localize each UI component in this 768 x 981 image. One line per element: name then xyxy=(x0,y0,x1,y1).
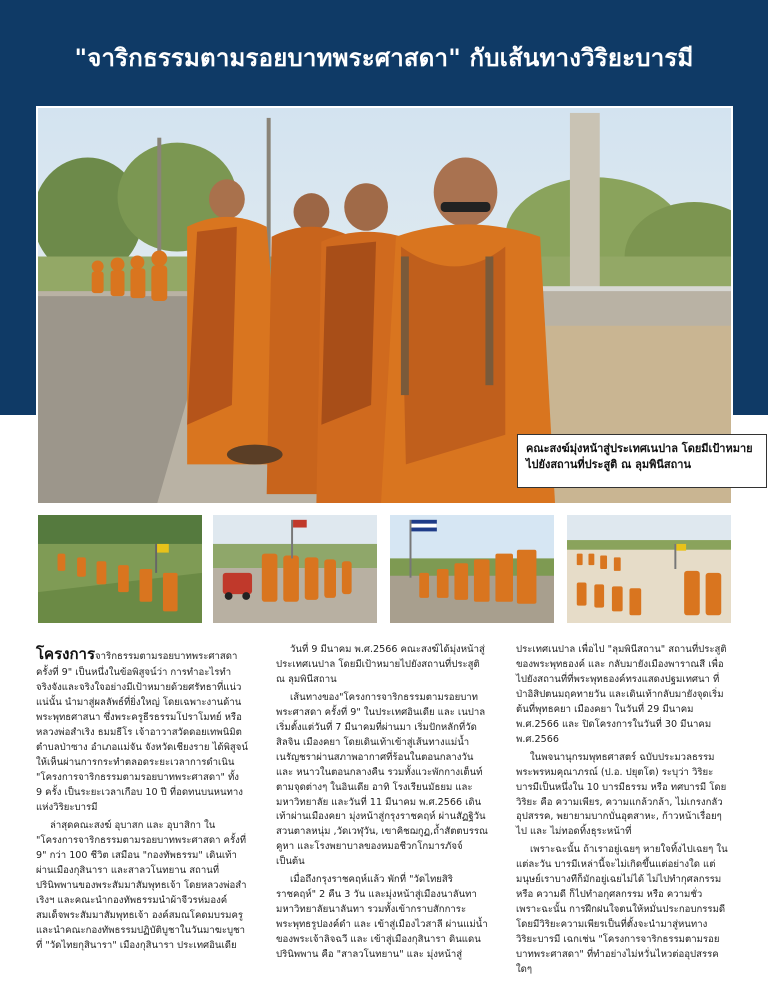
monks-flags-illustration xyxy=(390,515,554,623)
thumbnail-photo xyxy=(388,513,556,625)
article-paragraph: ในพจนานุกรมพุทธศาสตร์ ฉบับประมวลธรรมพระพรหมคุณาภรณ์ (ป.อ. ปยุตโต) ระบุว่า วิริยะบารมีเป็นหนึ่งใน 10 บารมีธรรม หรือ ทศบารมี โดยวิริยะ คือ ความเพียร, ความแกล้วกล้า, ไม่เกรงกลัวอุปสรรค, พยายามบากบั่นอุตสาหะ, ก้าวหน้าเรื่อยๆไป และ ไม่ทอดทิ้งธุระหน้าที่ xyxy=(516,751,727,838)
article-column-2 xyxy=(276,643,488,966)
caption-line: คณะสงฆ์มุ่งหน้าสู่ประเทศเนปาล โดยมีเป้าหมาย xyxy=(526,442,753,455)
article-column-1 xyxy=(36,643,248,957)
article-paragraph: เมื่อถึงกรุงราชคฤห์แล้ว พักที่ "วัดไทยสิริราชคฤห์" 2 คืน 3 วัน และมุ่งหน้าสู่เมืองนาลันทา มหาวิทยาลัยนาลันทา รวมทั้งเข้ากราบสักการะพระพุทธรูปองค์ดำ และ เข้าสู่เมืองไวสาลี ผ่านแม่น้ำของพระเจ้าลิจฉวี และ เข้าสู่เมืองกุสินารา ดินแดนปรินิพพาน คือ "สาลวโนทยาน" และ มุ่งหน้าสู่ xyxy=(276,874,488,961)
article-paragraph: เส้นทางของ"โครงการจาริกธรรมตามรอยบาทพระศาสดา ครั้งที่ 9" ในประเทศอินเดีย และ เนปาล เริ่มตั้งแต่วันที่ 7 มีนาคมที่ผ่านมา เริ่มปักหลักที่วัดสิลจิน เมืองคยา โดยเดินเท้าเข้าสู่เส้นทางแม่น้ำเนรัญชราผ่านสภาพอากาศที่ร้อนในตอนกลางวัน และ หนาวในตอนกลางคืน รวมทั้งแวะพักกางเต็นท์ตามจุดต่างๆ ในอินเดีย อาทิ โรงเรียนมัธยม และ มหาวิทยาลัย และวันที่ 11 มีนาคม พ.ศ.2566 เดินเท้าผ่านเมืองคยา มุ่งหน้าสู่กรุงราชคฤห์ ผ่านสัฏฐิวัน สวนตาลหนุ่ม ,วัดเวฬุวัน, เขาคิชฌกูฏ,ถ้ำสัตตบรรณคูหา และโรงพยาบาลของหมอชีวกโกมารภัจจ์ เป็นต้น xyxy=(276,691,488,868)
photo-caption xyxy=(517,434,767,488)
thumbnail-photo xyxy=(36,513,204,625)
article-lead-word: โครงการ xyxy=(36,645,96,663)
caption-line: ไปยังสถานที่ประสูติ ณ ลุมพินีสถาน xyxy=(526,457,692,471)
article-column-3 xyxy=(516,643,728,981)
article-paragraph xyxy=(36,643,248,816)
article-paragraph: ประเทศเนปาล เพื่อไป "ลุมพินีสถาน" สถานที่ประสูติของพระพุทธองค์ และ กลับมายังเมืองพาราณสี เพื่อไปยังสถานที่ที่พระพุทธองค์ทรงแสดงปฐมเทศนา ที่ป่าอิสิปตนมฤคทายวัน และเดินเท้ากลับมายังจุดเริ่มต้นที่พุทธคยา เมืองคยา ในวันที่ 29 มีนาคม พ.ศ.2566 และ ปิดโครงการในวันที่ 30 มีนาคม พ.ศ.2566 xyxy=(516,644,727,745)
monks-line-field-illustration xyxy=(38,515,202,623)
article-paragraph: วันที่ 9 มีนาคม พ.ศ.2566 คณะสงฆ์ได้มุ่งหน้าสู่ประเทศเนปาล โดยมีเป้าหมายไปยังสถานที่ประสูติ ณ ลุมพินีสถาน xyxy=(276,644,485,685)
monks-dusty-field-illustration xyxy=(567,515,731,623)
article-paragraph: ล่าสุดคณะสงฆ์ อุบาสก และ อุบาสิกา ใน "โครงการจาริกธรรมตามรอยบาทพระศาสดา ครั้งที่ 9" กว่า 100 ชีวิต เสมือน "กองทัพธรรม" เดินเท้าผ่านเมืองกุสินารา และสาลวโนทยาน สถานที่ปรินิพพานของพระสัมมาสัมพุทธเจ้า โดยหลวงพ่อสำเริงฯ และคณะนำกองทัพธรรมนำผ้าจีวรห่มองค์สมเด็จพระสัมมาสัมพุทธเจ้า องค์สมณโคดมบรมครู และนำคณะกองทัพธรรมปฏิบัติบูชาในวันมาฆะบูชาที่ "วัดไทยกุสินารา" เมืองกุสินารา ประเทศอินเดีย xyxy=(36,819,247,951)
page-headline: "จาริกธรรมตามรอยบาทพระศาสดา" กับเส้นทางวิริยะบารมี xyxy=(74,44,694,72)
thumbnail-photo xyxy=(565,513,733,625)
thumbnail-photo xyxy=(211,513,379,625)
article-paragraph: เพราะฉะนั้น ถ้าเราอยู่เฉยๆ หายใจทิ้งไปเฉยๆ ในแต่ละวัน บารมีเหล่านี้จะไม่เกิดขึ้นแต่อย่างใด แต่มนุษย์เราบางทีก็มักอยู่เฉยไม่ได้ ไม่ไปทำกุศลกรรม หรือ ความดี ก็ไปทำอกุศลกรรม หรือ ความชั่ว เพราะฉะนั้น การฝึกฝนใจตนให้หมั่นประกอบกรรมดีโดยมีวิริยะความเพียรเป็นที่ตั้งจะนำมาสู่หนทางวิริยะบารมี เฉกเช่น "โครงการจาริกธรรมตามรอยบาทพระศาสดา" ที่ทำอย่างไม่หวั่นไหวต่ออุปสรรคใดๆ xyxy=(516,844,728,976)
article-text: จาริกธรรมตามรอยบาทพระศาสดา ครั้งที่ 9" เป็นหนึ่งในข้อพิสูจน์ว่า การทำอะไรทำจริงจังและจริงใจอย่างมีเป้าหมายด้วยศรัทธาที่แน่วแน่นั้น นำมาสู่ผลลัพธ์ที่ยิ่งใหญ่ โดยเฉพาะงานด้านพระพุทธศาสนา ซึ่งพระครูธีรธรรมโปราโมทย์ หรือ หลวงพ่อสำเริง ธมมธีโร เจ้าอาวาสวัดดอยเทพนิมิต ตำบลป่าซาง อำเภอแม่จัน จังหวัดเชียงราย ได้พิสูจน์ให้เห็นผ่านการกระทำตลอดระยะเวลาการดำเนิน "โครงการจาริกธรรมตามรอยบาทพระศาสดา" ทั้ง 9 ครั้ง เป็นระยะเวลาเกือบ 10 ปี ที่อดทนบนหนทางแห่งวิริยะบารมี xyxy=(36,651,248,813)
monks-road-truck-illustration xyxy=(213,515,377,623)
